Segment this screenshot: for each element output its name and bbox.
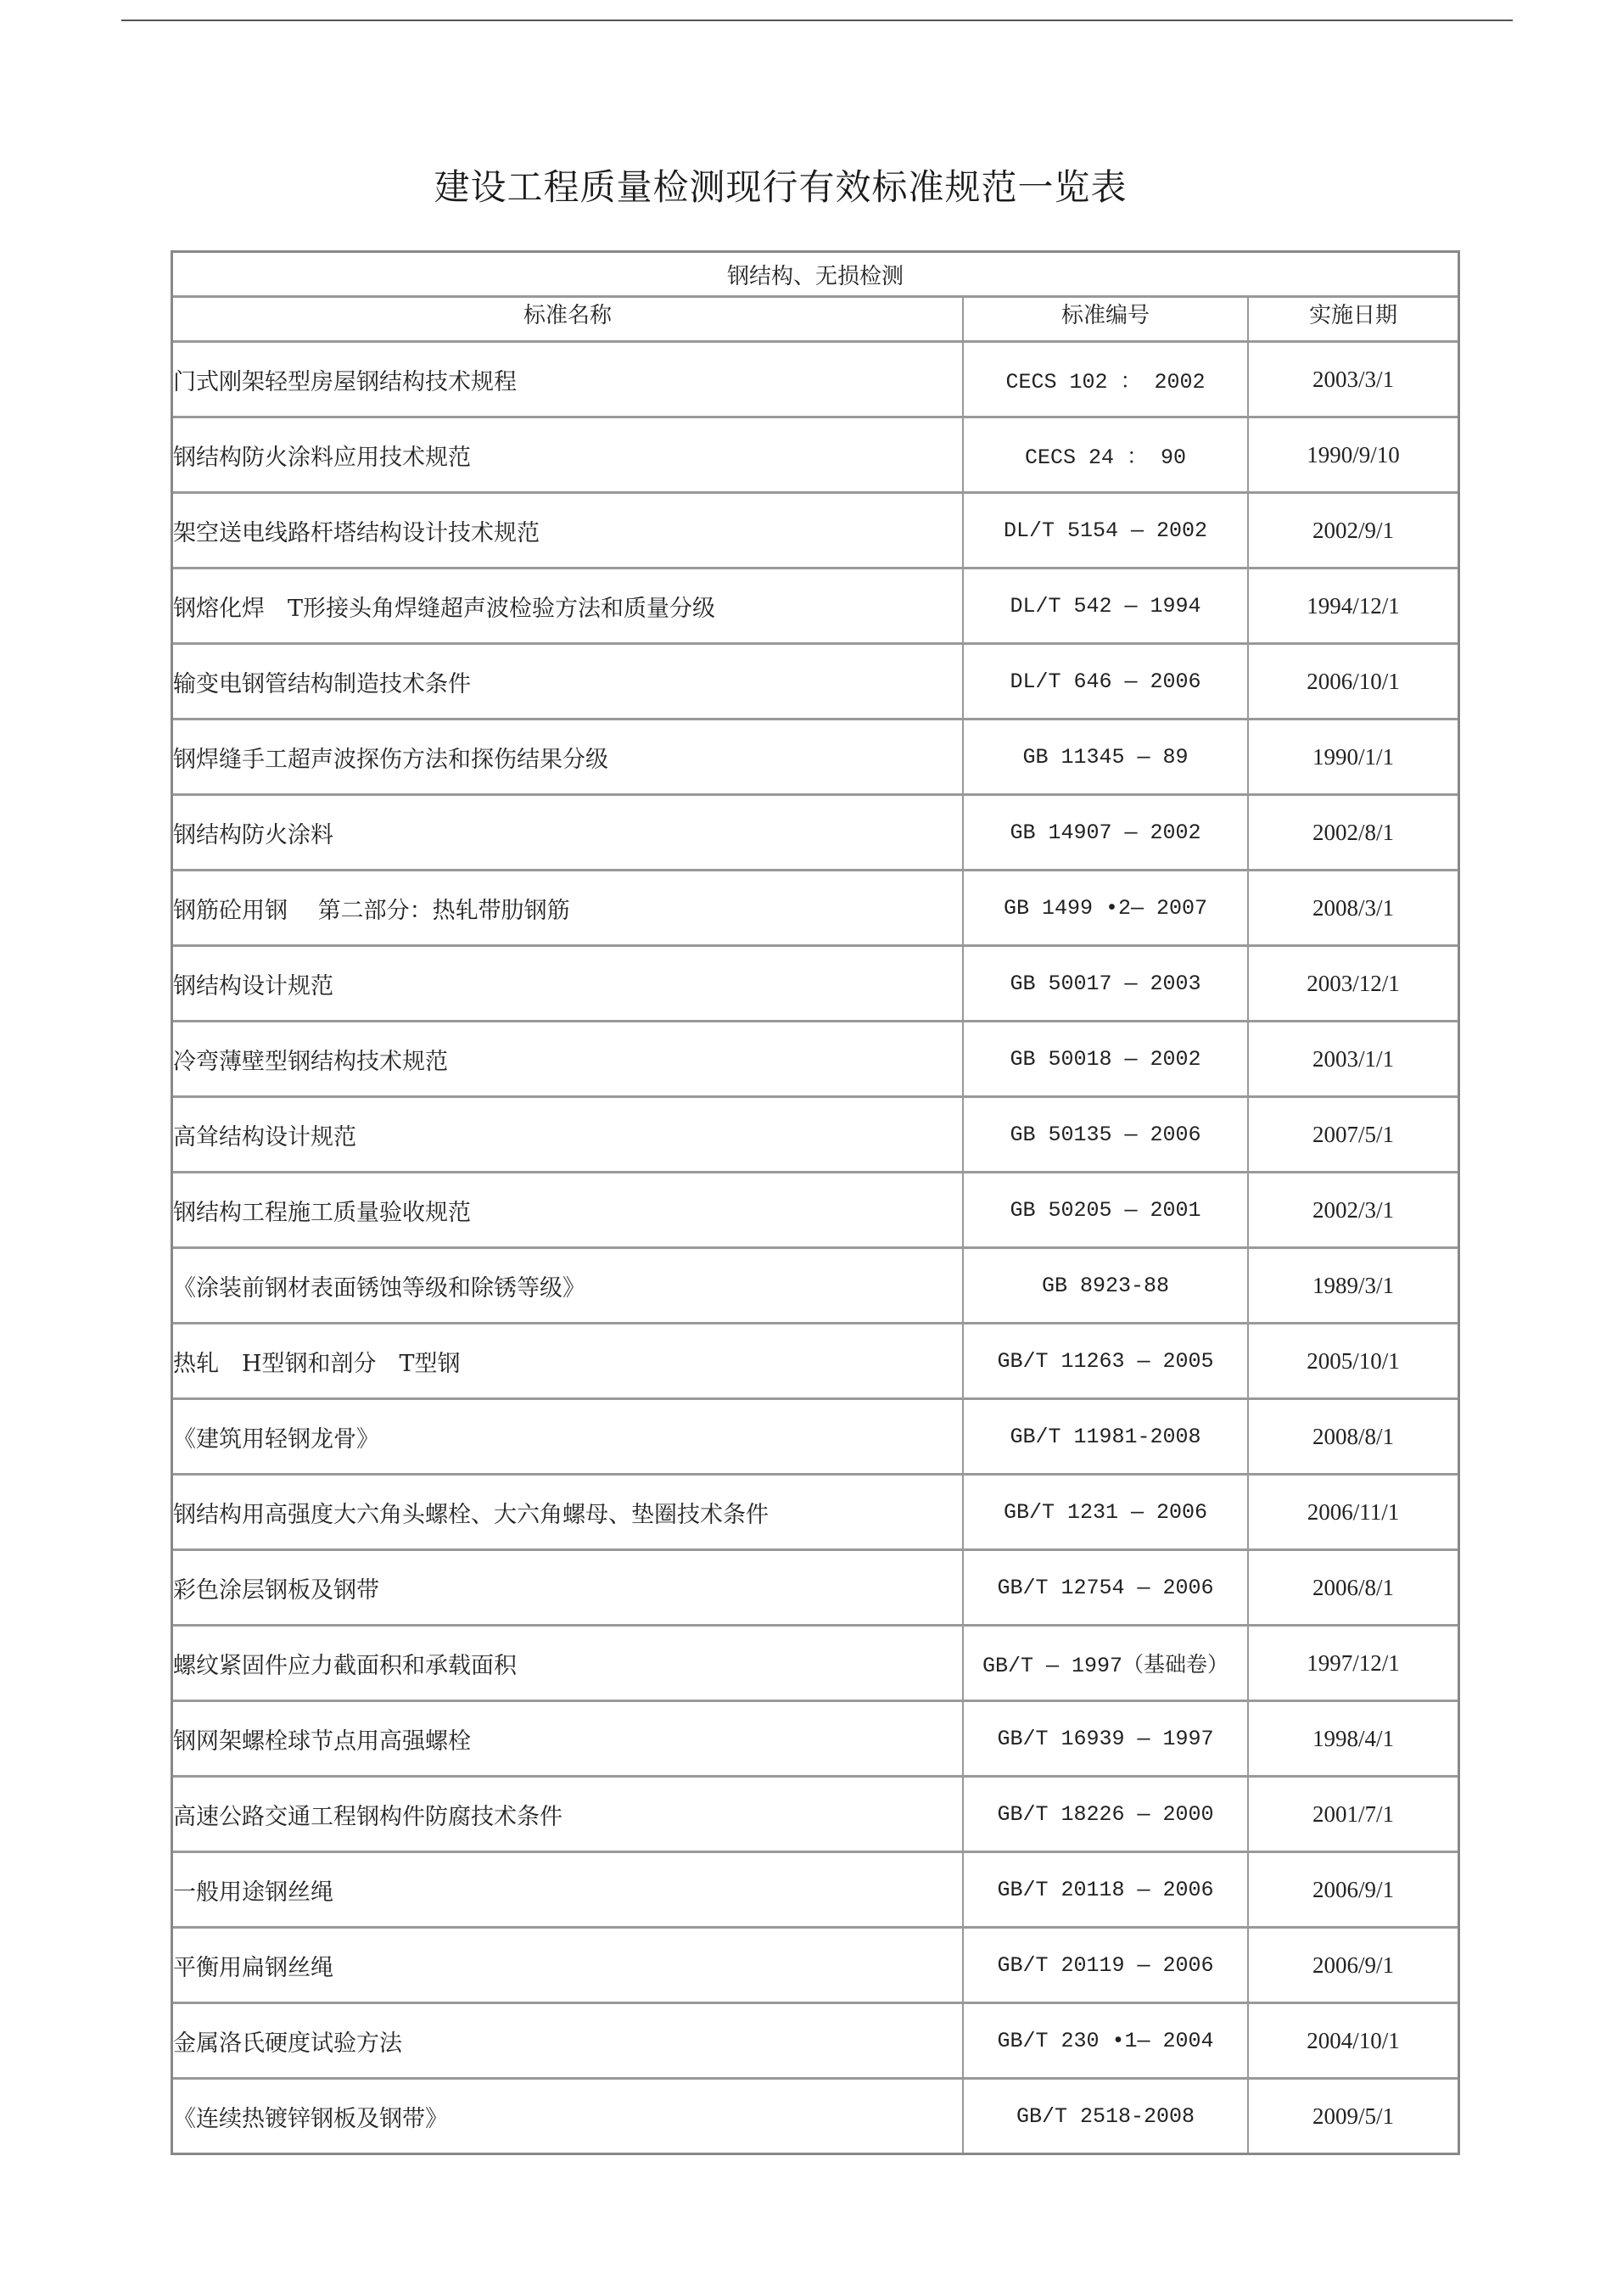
effective-date-cell: 2006/9/1 bbox=[1249, 1929, 1458, 2004]
standard-code-cell: DL/T 542 — 1994 bbox=[964, 569, 1249, 645]
effective-date-cell: 2002/8/1 bbox=[1249, 796, 1458, 871]
table-row bbox=[173, 947, 1458, 1022]
standards-table bbox=[171, 250, 1460, 2155]
table-row bbox=[173, 1627, 1458, 1702]
standard-name-cell: 钢结构设计规范 bbox=[173, 947, 964, 1022]
table-row bbox=[173, 1551, 1458, 1627]
effective-date-cell: 2003/12/1 bbox=[1249, 947, 1458, 1022]
effective-date-cell: 1998/4/1 bbox=[1249, 1702, 1458, 1778]
standard-code-cell: GB/T 18226 — 2000 bbox=[964, 1778, 1249, 1853]
effective-date-cell: 2008/3/1 bbox=[1249, 871, 1458, 947]
standard-name-cell: 钢焊缝手工超声波探伤方法和探伤结果分级 bbox=[173, 720, 964, 796]
standard-code-cell: GB 8923-88 bbox=[964, 1249, 1249, 1324]
standard-code-cell: GB 11345 — 89 bbox=[964, 720, 1249, 796]
standard-name-cell: 架空送电线路杆塔结构设计技术规范 bbox=[173, 494, 964, 569]
table-row bbox=[173, 494, 1458, 569]
table-row bbox=[173, 645, 1458, 720]
standard-name-cell: 《建筑用轻钢龙骨》 bbox=[173, 1400, 964, 1476]
standard-name-cell: 门式刚架轻型房屋钢结构技术规程 bbox=[173, 343, 964, 418]
effective-date-cell: 2007/5/1 bbox=[1249, 1098, 1458, 1173]
standard-code-cell: GB 50018 — 2002 bbox=[964, 1022, 1249, 1098]
standard-name-cell: 金属洛氏硬度试验方法 bbox=[173, 2004, 964, 2080]
effective-date-cell: 2008/8/1 bbox=[1249, 1400, 1458, 1476]
column-header-code: 标准编号 bbox=[964, 298, 1249, 343]
table-row bbox=[173, 1702, 1458, 1778]
standard-code-cell: GB 50017 — 2003 bbox=[964, 947, 1249, 1022]
effective-date-cell: 1990/9/10 bbox=[1249, 418, 1458, 494]
column-header-date: 实施日期 bbox=[1249, 298, 1458, 343]
effective-date-cell: 1994/12/1 bbox=[1249, 569, 1458, 645]
standard-name-cell: 钢筋砼用钢 第二部分：热轧带肋钢筋 bbox=[173, 871, 964, 947]
effective-date-cell: 2003/3/1 bbox=[1249, 343, 1458, 418]
standard-name-cell: 钢结构工程施工质量验收规范 bbox=[173, 1173, 964, 1249]
table-row bbox=[173, 1249, 1458, 1324]
standard-name-cell: 《连续热镀锌钢板及钢带》 bbox=[173, 2080, 964, 2153]
effective-date-cell: 2006/8/1 bbox=[1249, 1551, 1458, 1627]
page-title: 建设工程质量检测现行有效标准规范一览表 bbox=[434, 166, 1128, 208]
standard-code-cell: GB/T 11263 — 2005 bbox=[964, 1324, 1249, 1400]
standard-code-cell: GB/T 20118 — 2006 bbox=[964, 1853, 1249, 1929]
table-row bbox=[173, 720, 1458, 796]
table-row bbox=[173, 1400, 1458, 1476]
standard-name-cell: 钢结构防火涂料应用技术规范 bbox=[173, 418, 964, 494]
standard-code-cell: GB/T 2518-2008 bbox=[964, 2080, 1249, 2153]
standard-name-cell: 热轧 H型钢和剖分 T型钢 bbox=[173, 1324, 964, 1400]
standard-name-cell: 钢结构用高强度大六角头螺栓、大六角螺母、垫圈技术条件 bbox=[173, 1476, 964, 1551]
standard-code-cell: CECS 102 ： 2002 bbox=[964, 343, 1249, 418]
table-row bbox=[173, 1324, 1458, 1400]
standard-code-cell: GB 50135 — 2006 bbox=[964, 1098, 1249, 1173]
table-row bbox=[173, 1778, 1458, 1853]
column-header-row bbox=[173, 298, 1458, 343]
effective-date-cell: 1990/1/1 bbox=[1249, 720, 1458, 796]
effective-date-cell: 2009/5/1 bbox=[1312, 2103, 1395, 2129]
standard-code-cell: GB/T 20119 — 2006 bbox=[964, 1929, 1249, 2004]
table-row bbox=[173, 2080, 1458, 2153]
table-row bbox=[173, 2004, 1458, 2080]
standard-name-cell: 螺纹紧固件应力截面积和承载面积 bbox=[173, 1627, 964, 1702]
standard-name-cell: 高耸结构设计规范 bbox=[173, 1098, 964, 1173]
standard-code-cell: GB/T 12754 — 2006 bbox=[964, 1551, 1249, 1627]
top-rule bbox=[121, 20, 1513, 21]
table-row bbox=[173, 343, 1458, 418]
effective-date-cell: 1989/3/1 bbox=[1249, 1249, 1458, 1324]
effective-date-cell: 2003/1/1 bbox=[1249, 1022, 1458, 1098]
standard-code-cell: DL/T 646 — 2006 bbox=[964, 645, 1249, 720]
standard-name-cell: 冷弯薄壁型钢结构技术规范 bbox=[173, 1022, 964, 1098]
table-row bbox=[173, 1476, 1458, 1551]
effective-date-cell: 2005/10/1 bbox=[1249, 1324, 1458, 1400]
standard-code-cell: GB/T 16939 — 1997 bbox=[964, 1702, 1249, 1778]
effective-date-cell: 1997/12/1 bbox=[1249, 1627, 1458, 1702]
table-row bbox=[173, 1098, 1458, 1173]
standard-code-cell: GB 14907 — 2002 bbox=[964, 796, 1249, 871]
effective-date-cell: 2002/3/1 bbox=[1249, 1173, 1458, 1249]
standard-code-cell: CECS 24 ： 90 bbox=[964, 418, 1249, 494]
table-row bbox=[173, 1173, 1458, 1249]
effective-date-cell: 2006/9/1 bbox=[1249, 1853, 1458, 1929]
table-row bbox=[173, 418, 1458, 494]
column-header-name: 标准名称 bbox=[173, 298, 964, 343]
table-row bbox=[173, 569, 1458, 645]
standard-code-cell: DL/T 5154 — 2002 bbox=[964, 494, 1249, 569]
effective-date-cell: 2004/10/1 bbox=[1249, 2004, 1458, 2080]
standard-code-cell: GB/T 1231 — 2006 bbox=[964, 1476, 1249, 1551]
standard-code-cell: GB/T 11981-2008 bbox=[964, 1400, 1249, 1476]
table-row bbox=[173, 1929, 1458, 2004]
table-row bbox=[173, 1022, 1458, 1098]
table-row bbox=[173, 796, 1458, 871]
standard-name-cell: 平衡用扁钢丝绳 bbox=[173, 1929, 964, 2004]
effective-date-cell: 2001/7/1 bbox=[1249, 1778, 1458, 1853]
effective-date-cell: 2006/10/1 bbox=[1249, 645, 1458, 720]
standard-name-cell: 钢网架螺栓球节点用高强螺栓 bbox=[173, 1702, 964, 1778]
section-title: 钢结构、无损检测 bbox=[173, 253, 1458, 298]
table-row bbox=[173, 1853, 1458, 1929]
standard-name-cell: 彩色涂层钢板及钢带 bbox=[173, 1551, 964, 1627]
standard-name-cell: 钢熔化焊 T形接头角焊缝超声波检验方法和质量分级 bbox=[173, 569, 964, 645]
table-row bbox=[173, 871, 1458, 947]
standard-code-cell: GB/T 230 •1— 2004 bbox=[964, 2004, 1249, 2080]
section-header-row bbox=[173, 253, 1458, 298]
standard-code-cell: GB/T — 1997（基础卷） bbox=[964, 1627, 1249, 1702]
standard-name-cell: 输变电钢管结构制造技术条件 bbox=[173, 645, 964, 720]
standard-code-cell: GB 1499 •2— 2007 bbox=[964, 871, 1249, 947]
standard-name-cell: 高速公路交通工程钢构件防腐技术条件 bbox=[173, 1778, 964, 1853]
standard-name-cell: 钢结构防火涂料 bbox=[173, 796, 964, 871]
standard-name-cell: 一般用途钢丝绳 bbox=[173, 1853, 964, 1929]
standard-name-cell: 《涂装前钢材表面锈蚀等级和除锈等级》 bbox=[173, 1249, 964, 1324]
effective-date-cell: 2006/11/1 bbox=[1249, 1476, 1458, 1551]
standard-code-cell: GB 50205 — 2001 bbox=[964, 1173, 1249, 1249]
effective-date-cell: 2002/9/1 bbox=[1249, 494, 1458, 569]
